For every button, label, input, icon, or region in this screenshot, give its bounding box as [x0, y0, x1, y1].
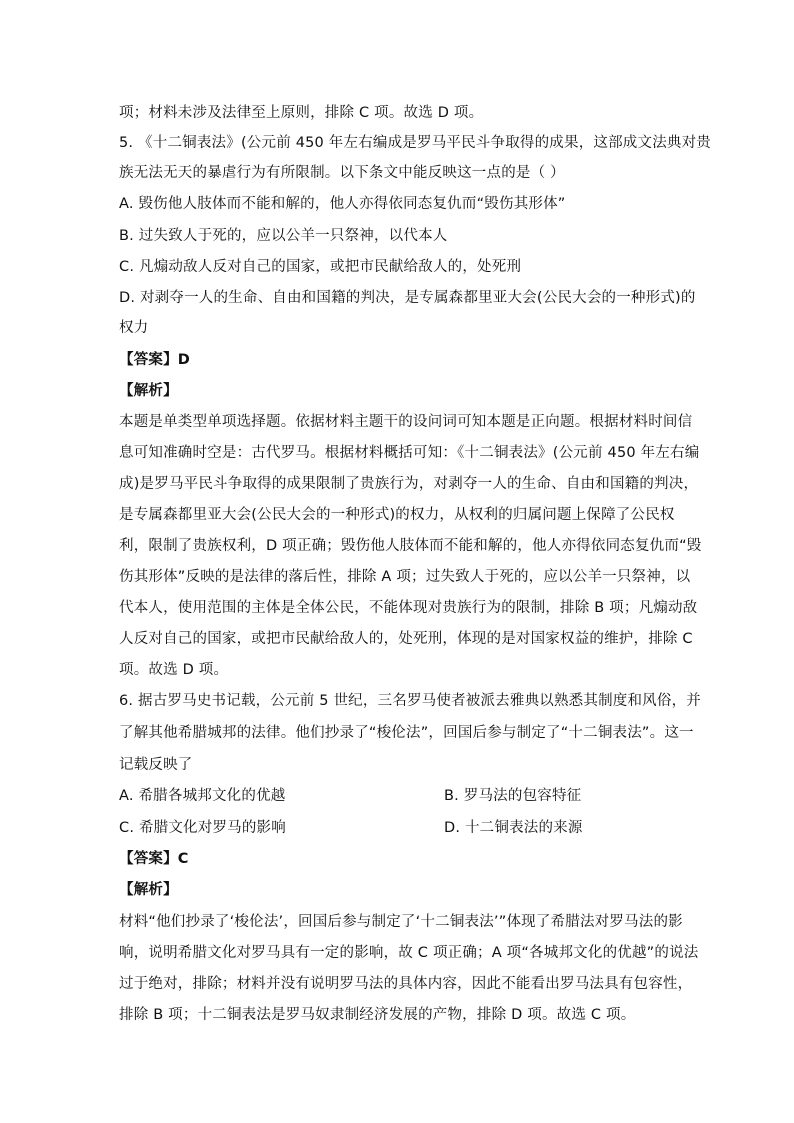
q6-stem-line-1: 6. 据古罗马史书记载，公元前 5 世纪，三名罗马使者被派去雅典以熟悉其制度和风俗，并 — [119, 693, 701, 709]
q5-answer: 【答案】D — [119, 352, 191, 368]
previous-analysis-continuation: 项；材料未涉及法律至上原则，排除 C 项。故选 D 项。 — [119, 105, 484, 121]
q6-stem-line-2: 了解其他希腊城邦的法律。他们抄录了“梭伦法”，回国后参与制定了“十二铜表法”。这一 — [119, 725, 694, 741]
q5-stem-line-2: 族无法无天的暴虐行为有所限制。以下条文中能反映这一点的是（ ） — [119, 165, 565, 181]
q6-analysis-line: 过于绝对，排除；材料并没有说明罗马法的具体内容，因此不能看出罗马法具有包容性， — [119, 976, 693, 992]
q6-option-d: D. 十二铜表法的来源 — [444, 820, 583, 836]
q5-analysis-line: 息可知准确时空是：古代罗马。根据材料概括可知：《十二铜表法》(公元前 450 年左右编 — [119, 445, 700, 461]
q5-option-d-line-2: 权力 — [119, 320, 149, 336]
q6-answer: 【答案】C — [119, 851, 189, 867]
q6-option-a: A. 希腊各城邦文化的优越 — [119, 788, 286, 804]
q5-analysis-line: 是专属森都里亚大会(公民大会的一种形式)的权力，从权利的归属问题上保障了公民权 — [119, 507, 675, 523]
q5-option-c: C. 凡煽动敌人反对自己的国家，或把市民献给敌人的，处死刑 — [119, 259, 522, 275]
q5-analysis-line: 利，限制了贵族权利，D 项正确；毁伤他人肢体而不能和解的，他人亦得依同态复仇而“毁 — [119, 538, 702, 554]
q6-analysis-line: 响，说明希腊文化对罗马具有一定的影响，故 C 项正确；A 项“各城邦文化的优越”的说法 — [119, 945, 699, 961]
q6-analysis-line: 材料“他们抄录了‘梭伦法’，回国后参与制定了‘十二铜表法’”体现了希腊法对罗马法的影 — [119, 914, 683, 930]
q6-option-b: B. 罗马法的包容特征 — [444, 788, 582, 804]
q6-analysis-line: 排除 B 项；十二铜表法是罗马奴隶制经济发展的产物，排除 D 项。故选 C 项。 — [119, 1007, 636, 1023]
q5-stem-line-1: 5. 《十二铜表法》(公元前 450 年左右编成是罗马平民斗争取得的成果，这部成文法典对贵 — [119, 135, 711, 151]
q5-analysis-line: 成)是罗马平民斗争取得的成果限制了贵族行为，对剥夺一人的生命、自由和国籍的判决， — [119, 476, 699, 492]
q5-option-a: A. 毁伤他人肢体而不能和解的，他人亦得依同态复仇而“毁伤其形体” — [119, 196, 566, 212]
q5-analysis-line: 伤其形体”反映的是法律的落后性，排除 A 项；过失致人于死的，应以公羊一只祭神，以 — [119, 569, 691, 585]
q6-option-c: C. 希腊文化对罗马的影响 — [119, 820, 286, 836]
q5-analysis-line: 本题是单类型单项选择题。依据材料主题干的设问词可知本题是正向题。根据材料时间信 — [119, 414, 693, 430]
q5-analysis-line: 人反对自己的国家，或把市民献给敌人的，处死刑，体现的是对国家权益的维护，排除 C — [119, 631, 693, 647]
q5-analysis-label: 【解析】 — [119, 383, 178, 399]
q5-analysis-line: 项。故选 D 项。 — [119, 662, 229, 678]
q5-analysis-line: 代本人，使用范围的主体是全体公民，不能体现对贵族行为的限制，排除 B 项；凡煽动敌 — [119, 600, 698, 616]
q6-stem-line-3: 记载反映了 — [119, 757, 193, 773]
q5-option-d-line-1: D. 对剥夺一人的生命、自由和国籍的判决，是专属森都里亚大会(公民大会的一种形式)的 — [119, 290, 696, 306]
q5-option-b: B. 过失致人于死的，应以公羊一只祭神，以代本人 — [119, 228, 448, 244]
q6-analysis-label: 【解析】 — [119, 882, 178, 898]
